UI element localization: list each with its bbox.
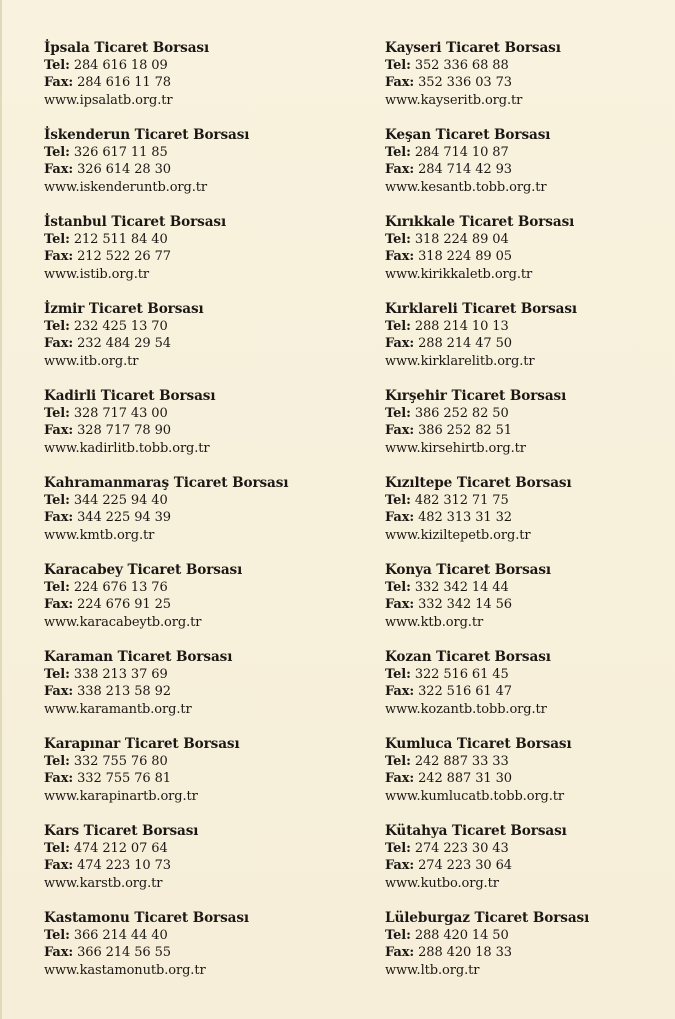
exchange-name: Lüleburgaz Ticaret Borsası (385, 910, 590, 926)
exchange-entry (385, 388, 665, 475)
phone-number: 344 225 94 40 (73, 493, 168, 509)
page-edge (0, 0, 2, 1019)
phone-number: 232 425 13 70 (73, 319, 168, 335)
phone-number: 482 312 71 75 (414, 493, 509, 509)
phone-line (385, 753, 665, 770)
fax-number: 352 336 03 73 (418, 75, 512, 91)
fax-number: 284 714 42 93 (418, 162, 512, 178)
fax-number: 474 223 10 73 (77, 858, 171, 874)
exchange-entry (385, 649, 665, 736)
exchange-name: Kahramanmaraş Ticaret Borsası (44, 475, 289, 491)
exchange-entry (44, 388, 344, 475)
fax-line (44, 161, 344, 178)
phone-number: 284 616 18 09 (73, 58, 168, 74)
exchange-entry (385, 562, 665, 649)
left-column (44, 40, 344, 997)
fax-label: Fax: (44, 510, 74, 526)
fax-number: 386 252 82 51 (418, 423, 512, 439)
phone-label: Tel: (385, 406, 411, 422)
right-column (385, 40, 665, 997)
website-url: www.kozantb.tobb.org.tr (385, 701, 547, 717)
exchange-name: Kırıkkale Ticaret Borsası (385, 214, 575, 230)
fax-label: Fax: (44, 771, 74, 787)
website-url: www.kirklarelitb.org.tr (385, 353, 535, 369)
exchange-name: İstanbul Ticaret Borsası (44, 214, 227, 230)
fax-label: Fax: (385, 597, 415, 613)
fax-number: 332 755 76 81 (77, 771, 171, 787)
fax-line (385, 770, 665, 787)
phone-line (385, 57, 665, 74)
exchange-name: Kayseri Ticaret Borsası (385, 40, 561, 56)
fax-label: Fax: (385, 858, 415, 874)
exchange-name: İskenderun Ticaret Borsası (44, 127, 250, 143)
phone-number: 274 223 30 43 (414, 841, 509, 857)
fax-line (385, 335, 665, 352)
phone-line (385, 144, 665, 161)
exchange-entry (385, 736, 665, 823)
fax-number: 212 522 26 77 (77, 249, 171, 265)
exchange-name: Kırşehir Ticaret Borsası (385, 388, 567, 404)
fax-line (385, 944, 665, 961)
phone-label: Tel: (44, 580, 70, 596)
phone-number: 242 887 33 33 (414, 754, 509, 770)
phone-label: Tel: (44, 754, 70, 770)
phone-line (385, 579, 665, 596)
phone-label: Tel: (385, 58, 411, 74)
fax-line (385, 248, 665, 265)
fax-number: 482 313 31 32 (418, 510, 512, 526)
phone-number: 474 212 07 64 (73, 841, 168, 857)
website-url: www.kutbo.org.tr (385, 875, 499, 891)
website-url: www.karstb.org.tr (44, 875, 163, 891)
fax-label: Fax: (44, 162, 74, 178)
phone-number: 284 714 10 87 (414, 145, 509, 161)
fax-number: 332 342 14 56 (418, 597, 512, 613)
website-url: www.istib.org.tr (44, 266, 149, 282)
exchange-entry (44, 736, 344, 823)
fax-line (44, 683, 344, 700)
website-url: www.kastamonutb.org.tr (44, 962, 206, 978)
phone-line (44, 144, 344, 161)
exchange-entry (385, 475, 665, 562)
fax-label: Fax: (385, 423, 415, 439)
fax-line (44, 770, 344, 787)
exchange-entry (44, 214, 344, 301)
website-url: www.kirsehirtb.org.tr (385, 440, 526, 456)
exchange-name: Karacabey Ticaret Borsası (44, 562, 243, 578)
fax-label: Fax: (44, 75, 74, 91)
phone-line (44, 666, 344, 683)
website-url: www.itb.org.tr (44, 353, 139, 369)
phone-label: Tel: (385, 232, 411, 248)
exchange-entry (44, 562, 344, 649)
phone-line (385, 318, 665, 335)
fax-number: 288 214 47 50 (418, 336, 512, 352)
phone-number: 332 755 76 80 (73, 754, 168, 770)
website-url: www.kiziltepetb.org.tr (385, 527, 531, 543)
phone-label: Tel: (44, 232, 70, 248)
fax-label: Fax: (44, 249, 74, 265)
fax-label: Fax: (44, 945, 74, 961)
phone-number: 352 336 68 88 (414, 58, 509, 74)
fax-line (44, 857, 344, 874)
website-url: www.kmtb.org.tr (44, 527, 155, 543)
phone-label: Tel: (385, 319, 411, 335)
exchange-name: Kastamonu Ticaret Borsası (44, 910, 249, 926)
fax-number: 344 225 94 39 (77, 510, 171, 526)
fax-line (385, 596, 665, 613)
website-url: www.ipsalatb.org.tr (44, 92, 173, 108)
phone-number: 318 224 89 04 (414, 232, 509, 248)
phone-number: 288 214 10 13 (414, 319, 509, 335)
phone-label: Tel: (385, 841, 411, 857)
fax-label: Fax: (44, 597, 74, 613)
phone-number: 328 717 43 00 (73, 406, 168, 422)
fax-label: Fax: (385, 684, 415, 700)
exchange-name: Kızıltepe Ticaret Borsası (385, 475, 572, 491)
website-url: www.kumlucatb.tobb.org.tr (385, 788, 565, 804)
phone-number: 288 420 14 50 (414, 928, 509, 944)
phone-number: 322 516 61 45 (414, 667, 509, 683)
phone-line (385, 927, 665, 944)
fax-line (44, 74, 344, 91)
fax-label: Fax: (385, 336, 415, 352)
fax-label: Fax: (385, 771, 415, 787)
exchange-entry (385, 214, 665, 301)
phone-label: Tel: (385, 928, 411, 944)
fax-line (44, 509, 344, 526)
phone-line (44, 405, 344, 422)
phone-line (44, 318, 344, 335)
phone-number: 332 342 14 44 (414, 580, 509, 596)
exchange-entry (44, 823, 344, 910)
fax-number: 366 214 56 55 (77, 945, 171, 961)
website-url: www.ltb.org.tr (385, 962, 480, 978)
fax-label: Fax: (44, 336, 74, 352)
fax-line (385, 74, 665, 91)
fax-label: Fax: (44, 684, 74, 700)
website-url: www.karamantb.org.tr (44, 701, 192, 717)
phone-label: Tel: (385, 145, 411, 161)
phone-label: Tel: (44, 841, 70, 857)
exchange-name: Kozan Ticaret Borsası (385, 649, 551, 665)
phone-number: 212 511 84 40 (73, 232, 168, 248)
website-url: www.kirikkaletb.org.tr (385, 266, 533, 282)
fax-number: 232 484 29 54 (77, 336, 171, 352)
exchange-name: Kadirli Ticaret Borsası (44, 388, 216, 404)
fax-label: Fax: (385, 510, 415, 526)
phone-label: Tel: (44, 667, 70, 683)
fax-number: 288 420 18 33 (418, 945, 512, 961)
fax-line (385, 857, 665, 874)
phone-label: Tel: (385, 667, 411, 683)
fax-line (385, 161, 665, 178)
exchange-name: Karapınar Ticaret Borsası (44, 736, 240, 752)
exchange-entry (44, 127, 344, 214)
fax-number: 326 614 28 30 (77, 162, 171, 178)
website-url: www.ktb.org.tr (385, 614, 484, 630)
exchange-entry (44, 475, 344, 562)
fax-number: 284 616 11 78 (77, 75, 171, 91)
fax-number: 318 224 89 05 (418, 249, 512, 265)
phone-line (44, 57, 344, 74)
fax-line (44, 335, 344, 352)
fax-number: 274 223 30 64 (418, 858, 512, 874)
exchange-name: İzmir Ticaret Borsası (44, 301, 204, 317)
fax-number: 338 213 58 92 (77, 684, 171, 700)
exchange-name: Konya Ticaret Borsası (385, 562, 551, 578)
fax-line (44, 944, 344, 961)
phone-line (44, 840, 344, 857)
exchange-entry (385, 40, 665, 127)
website-url: www.karapinartb.org.tr (44, 788, 198, 804)
fax-line (44, 422, 344, 439)
phone-line (44, 492, 344, 509)
fax-label: Fax: (44, 858, 74, 874)
fax-line (385, 683, 665, 700)
fax-number: 242 887 31 30 (418, 771, 512, 787)
phone-label: Tel: (44, 58, 70, 74)
exchange-entry (385, 910, 665, 997)
phone-label: Tel: (385, 754, 411, 770)
phone-label: Tel: (44, 493, 70, 509)
phone-line (385, 666, 665, 683)
fax-line (44, 248, 344, 265)
phone-line (44, 579, 344, 596)
phone-label: Tel: (44, 928, 70, 944)
fax-line (385, 509, 665, 526)
phone-line (385, 231, 665, 248)
website-url: www.iskenderuntb.org.tr (44, 179, 208, 195)
phone-label: Tel: (44, 319, 70, 335)
exchange-entry (44, 40, 344, 127)
phone-line (44, 927, 344, 944)
website-url: www.kayseritb.org.tr (385, 92, 523, 108)
phone-number: 326 617 11 85 (73, 145, 168, 161)
fax-label: Fax: (44, 423, 74, 439)
fax-number: 328 717 78 90 (77, 423, 171, 439)
phone-line (44, 753, 344, 770)
fax-label: Fax: (385, 162, 415, 178)
phone-line (385, 840, 665, 857)
exchange-name: Keşan Ticaret Borsası (385, 127, 551, 143)
phone-line (385, 405, 665, 422)
phone-line (44, 231, 344, 248)
phone-number: 338 213 37 69 (73, 667, 168, 683)
exchange-name: Kars Ticaret Borsası (44, 823, 199, 839)
exchange-name: İpsala Ticaret Borsası (44, 40, 210, 56)
website-url: www.karacabeytb.org.tr (44, 614, 202, 630)
fax-line (44, 596, 344, 613)
phone-label: Tel: (385, 580, 411, 596)
fax-number: 322 516 61 47 (418, 684, 512, 700)
fax-number: 224 676 91 25 (77, 597, 171, 613)
exchange-entry (44, 910, 344, 997)
exchange-name: Kırklareli Ticaret Borsası (385, 301, 577, 317)
exchange-name: Kumluca Ticaret Borsası (385, 736, 572, 752)
website-url: www.kadirlitb.tobb.org.tr (44, 440, 210, 456)
exchange-entry (385, 823, 665, 910)
exchange-entry (385, 127, 665, 214)
exchange-name: Kütahya Ticaret Borsası (385, 823, 567, 839)
exchange-entry (44, 301, 344, 388)
phone-label: Tel: (385, 493, 411, 509)
fax-label: Fax: (385, 945, 415, 961)
phone-number: 224 676 13 76 (73, 580, 168, 596)
fax-label: Fax: (385, 75, 415, 91)
exchange-name: Karaman Ticaret Borsası (44, 649, 233, 665)
phone-number: 386 252 82 50 (414, 406, 509, 422)
fax-line (385, 422, 665, 439)
exchange-entry (385, 301, 665, 388)
exchange-entry (44, 649, 344, 736)
fax-label: Fax: (385, 249, 415, 265)
website-url: www.kesantb.tobb.org.tr (385, 179, 547, 195)
phone-line (385, 492, 665, 509)
phone-number: 366 214 44 40 (73, 928, 168, 944)
phone-label: Tel: (44, 406, 70, 422)
phone-label: Tel: (44, 145, 70, 161)
